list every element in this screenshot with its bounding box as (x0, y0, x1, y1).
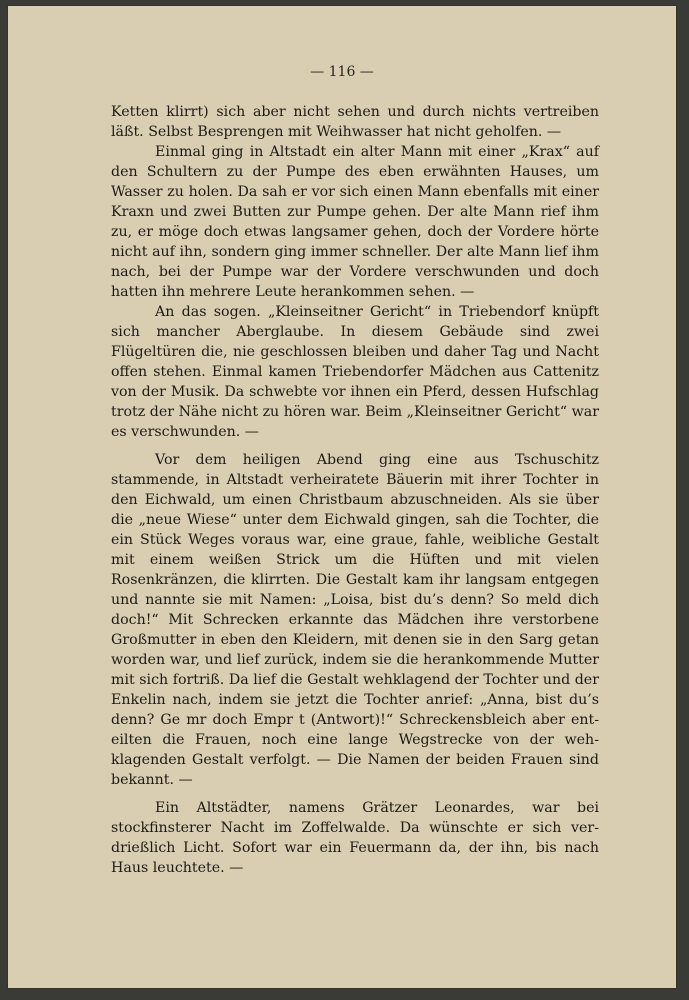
paragraph-5: Ein Altstädter, namens Grätzer Leonardes, war bei stockfinsterer Nacht im Zoffelwalde. Da wünschte er sich verdrießlich Licht. Sofort war ein Feuermann da, der ihn, bis nach Haus leuchtete. — (111, 800, 599, 876)
page-number: — 116 — (310, 64, 374, 80)
paragraph-1: Ketten klirrt) sich aber nicht sehen und durch nichts vertreiben läßt. Selbst Besprengen mit Weihwasser hat nicht geholfen. — (111, 104, 599, 140)
book-page (8, 6, 676, 988)
page-text (111, 102, 599, 878)
paragraph-3: An das sogen. „Kleinseitner Gericht“ in Triebendorf knüpft sich mancher Aberglaube. In diesem Gebäude sind zwei Flügeltüren die, nie geschlossen bleiben und daher Tag und Nacht offen stehen. Einmal kamen Triebendorfer Mädchen aus Cattenitz von der Musik. Da schwebte vor ihnen ein Pferd, dessen Hufschlag trotz der Nähe nicht zu hören war. Beim „Kleinseitner Gericht“ war es verschwunden. — (111, 304, 599, 440)
paragraph-4: Vor dem heiligen Abend ging eine aus Tschuschitz stammende, in Altstadt verheiratete Bäuerin mit ihrer Tochter in den Eichwald, um einen Christbaum abzuschneiden. Als sie über die „neue Wiese“ unter dem Eichwald gingen, sah die Tochter, die ein Stück Weges voraus war, eine graue, fahle, weibliche Gestalt mit einem weißen Strick um die Hüften und mit vielen Rosenkränzen, die klirrten. Die Gestalt kam ihr langsam entgegen und nannte sie mit Namen: „Loisa, bist du’s denn? So meld dich doch!“ Mit Schrecken erkannte das Mädchen ihre verstorbene Großmutter in eben den Kleidern, mit denen sie in den Sarg getan worden war, und lief zurück, indem sie die herankommende Mutter mit sich fortriß. Da lief die Gestalt wehklagend der Tochter und der Enkelin nach, indem sie jetzt die Tochter anrief: „Anna, bist du’s denn? Ge mr doch Empr t (Antwort)!“ Schreckensbleich aber enteilten die Frauen, noch eine lange Wegstrecke von der wehklagenden Gestalt verfolgt. — Die Namen der beiden Frauen sind bekannt. — (111, 452, 599, 788)
paragraph-2: Einmal ging in Altstadt ein alter Mann mit einer „Krax“ auf den Schultern zu der Pumpe des eben erwähnten Hauses, um Wasser zu holen. Da sah er vor sich einen Mann ebenfalls mit einer Kraxn und zwei Butten zur Pumpe gehen. Der alte Mann rief ihm zu, er möge doch etwas langsamer gehen, doch der Vordere hörte nicht auf ihn, sondern ging immer schneller. Der alte Mann lief ihm nach, bei der Pumpe war der Vordere verschwunden und doch hatten ihn mehrere Leute herankommen sehen. — (111, 144, 599, 300)
